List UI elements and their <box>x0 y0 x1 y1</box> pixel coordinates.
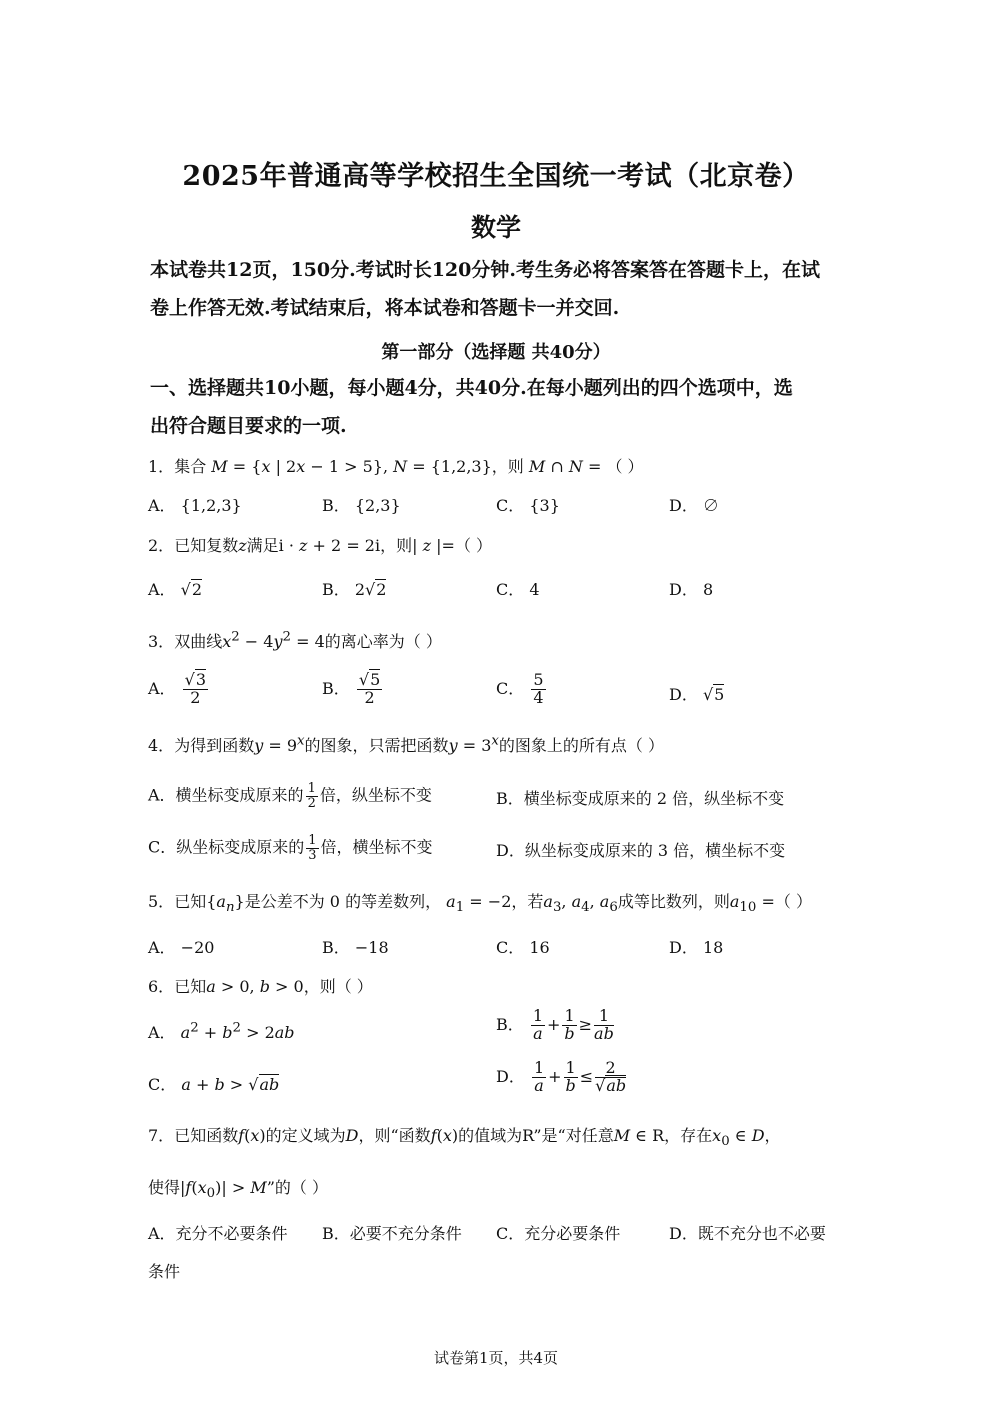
option-label: D． <box>669 580 698 599</box>
option-label: C． <box>496 496 525 515</box>
option-value: −20 <box>180 938 215 957</box>
option-text: 倍，纵坐标不变 <box>319 785 432 805</box>
question-2: 2．已知复数z满足i · z + 2 = 2i，则| z |=（ ） <box>148 536 493 555</box>
option-label: D． <box>669 496 698 515</box>
instruction-line-2: 出符合题目要求的一项. <box>150 415 347 437</box>
option-text: 倍，横坐标不变 <box>320 837 433 857</box>
q1-option-b: B． {2,3} <box>322 496 401 515</box>
q2-option-d <box>669 577 713 600</box>
option-label: A． <box>148 496 176 515</box>
question-number: 4． <box>148 736 175 755</box>
stem-text: 成等比数列，则 <box>617 892 730 911</box>
option-label: D． <box>669 685 698 704</box>
q1-option-c: C． {3} <box>496 496 560 515</box>
stem-text: 为得到函数 <box>174 736 255 755</box>
option-label: D． <box>669 938 698 957</box>
q7-option-d-continued: 条件 <box>148 1262 181 1281</box>
q5-option-d <box>669 935 723 958</box>
q2-option-a: A． √2 <box>148 580 203 599</box>
option-label: A． <box>148 1023 176 1042</box>
stem-text: ”是“对任意 <box>533 1126 614 1145</box>
question-6: 6．已知a > 0, b > 0，则（ ） <box>148 977 373 996</box>
q6-option-a: A． $a^2 + b^2 > 2ab$ <box>148 1020 295 1042</box>
q4-option-d: D．纵坐标变成原来的 3 倍，横坐标不变 <box>496 841 786 860</box>
stem-text: 的图象，只需把函数 <box>304 736 449 755</box>
question-3: 3．双曲线$x^2 - 4y^2 = 4$的离心率为（ ） <box>148 629 442 651</box>
question-number: 2． <box>148 536 175 555</box>
stem-text: 是公差不为 0 的等差数列， <box>244 892 442 911</box>
q5-option-a <box>148 935 214 958</box>
option-label: B． <box>322 938 350 957</box>
option-label: C． <box>496 938 525 957</box>
question-7: 7．已知函数f(x)的定义域为D，则“函数f(x)的值域为R”是“对任意M ∈ R，存在$x_0$ ∈ D， <box>148 1126 781 1150</box>
subject-title: 数学 <box>470 213 521 242</box>
part-heading: 第一部分（选择题 共40分） <box>381 342 611 363</box>
q3-option-d: D． √5 <box>669 685 725 704</box>
stem-text: 的图象上的所有点（ ） <box>498 736 664 755</box>
question-number: 5． <box>148 892 175 911</box>
q3-option-b: B． $\frac{√5}{2}$ <box>322 670 381 707</box>
q6-option-b: B． $\frac{1}{a}$ + $\frac{1}{b}$ ≥ $\frac{1}{ab}$ <box>496 1006 614 1043</box>
q4-option-b: B．横坐标变成原来的 2 倍，纵坐标不变 <box>496 789 785 808</box>
q1-option-a: A． {1,2,3} <box>148 496 242 515</box>
q4-option-c: C．纵坐标变成原来的 $\frac{1}{3}$ 倍，横坐标不变 <box>148 833 433 863</box>
q1-option-d: D． ∅ <box>669 496 719 515</box>
option-label: A． <box>148 678 176 698</box>
stem-text: 已知复数 <box>174 536 239 555</box>
stem-text: 满足 <box>246 536 279 555</box>
option-label: B． <box>322 580 350 599</box>
stem-text: ”的（ ） <box>266 1178 328 1197</box>
option-label: A． <box>148 580 176 599</box>
stem-text: ，存在 <box>664 1126 713 1145</box>
option-value: −18 <box>354 938 389 957</box>
option-label: A． <box>148 938 176 957</box>
stem-text: 的值域为 <box>458 1126 523 1145</box>
stem-text: 的定义域为 <box>265 1126 346 1145</box>
intro-line-2: 卷上作答无效.考试结束后，将本试卷和答题卡一并交回. <box>150 297 620 319</box>
option-value: 16 <box>529 938 550 957</box>
q7-option-d: D．既不充分也不必要 <box>669 1224 826 1243</box>
stem-text: ，则 <box>491 457 524 476</box>
option-label: B． <box>322 678 350 698</box>
answer-bracket: （ ） <box>774 892 812 911</box>
option-text: C．纵坐标变成原来的 <box>148 837 305 857</box>
q2-option-b: B． 2√2 <box>322 580 387 599</box>
stem-text: ，若 <box>511 892 544 911</box>
stem-text: 双曲线 <box>174 632 223 651</box>
q6-option-d: D． $\frac{1}{a}$ + $\frac{1}{b}$ ≤ $\frac{2}{√ab}$ <box>496 1058 627 1095</box>
q5-option-b <box>322 935 389 958</box>
q7-option-b: B．必要不充分条件 <box>322 1224 462 1243</box>
stem-text: 已知 <box>174 977 207 996</box>
option-value: 4 <box>529 580 540 599</box>
option-label: C． <box>496 678 525 698</box>
q3-option-c: C． $\frac{5}{4}$ <box>496 670 544 707</box>
stem-text: 已知函数 <box>174 1126 239 1145</box>
question-number: 3． <box>148 632 175 651</box>
q3-option-a: A． $\frac{√3}{2}$ <box>148 670 207 707</box>
option-label: B． <box>496 1014 524 1034</box>
stem-text: ，则（ ） <box>303 977 373 996</box>
stem-text: 集合 <box>174 457 207 476</box>
question-number: 6． <box>148 977 175 996</box>
question-1: 1．集合 M = {x | 2x − 1 > 5}, N = {1,2,3}，则 M ∩ N = （ ） <box>148 457 644 476</box>
q4-option-a: A．横坐标变成原来的 $\frac{1}{2}$ 倍，纵坐标不变 <box>148 781 432 811</box>
q6-option-c: C． a + b > √ab <box>148 1075 280 1094</box>
instruction-line-1: 一、选择题共10小题，每小题4分，共40分.在每小题列出的四个选项中，选 <box>150 377 793 399</box>
page-footer: 试卷第1页，共4页 <box>433 1349 559 1367</box>
question-number: 7． <box>148 1126 175 1145</box>
stem-text: 已知 <box>174 892 207 911</box>
exam-title: 2025年普通高等学校招生全国统一考试（北京卷） <box>182 161 810 192</box>
question-5: 5．已知$\{a_n\}$是公差不为 0 的等差数列， $a_1 = -2$，若$a_3$, $a_4$, $a_6$成等比数列，则$a_{10}$ =（ ） <box>148 892 812 916</box>
question-7-line-2: 使得$|f(x_0)| > M$”的（ ） <box>148 1178 328 1202</box>
q7-option-c: C．充分必要条件 <box>496 1224 621 1243</box>
stem-text: 的离心率为（ ） <box>324 632 442 651</box>
option-value: 18 <box>702 938 724 957</box>
option-label: C． <box>148 1075 177 1094</box>
option-label: C． <box>496 580 525 599</box>
question-4: 4．为得到函数$y = 9^x$的图象，只需把函数$y = 3^x$的图象上的所有点（ ） <box>148 733 664 755</box>
answer-bracket: （ ） <box>606 457 644 476</box>
stem-text: 使得 <box>148 1178 181 1197</box>
option-value: 8 <box>702 580 714 599</box>
option-text: A．横坐标变成原来的 <box>148 785 304 805</box>
stem-text: ，则 <box>380 536 413 555</box>
option-label: B． <box>322 496 350 515</box>
q7-option-a: A．充分不必要条件 <box>148 1224 288 1243</box>
q2-option-c <box>496 577 540 600</box>
stem-text: ，则“函数 <box>358 1126 431 1145</box>
q5-option-c <box>496 935 550 958</box>
answer-bracket: （ ） <box>454 536 493 555</box>
intro-line-1: 本试卷共12页，150分.考试时长120分钟.考生务必将答案答在答题卡上，在试 <box>150 259 820 281</box>
question-number: 1． <box>148 457 175 476</box>
option-label: D． <box>496 1066 525 1086</box>
